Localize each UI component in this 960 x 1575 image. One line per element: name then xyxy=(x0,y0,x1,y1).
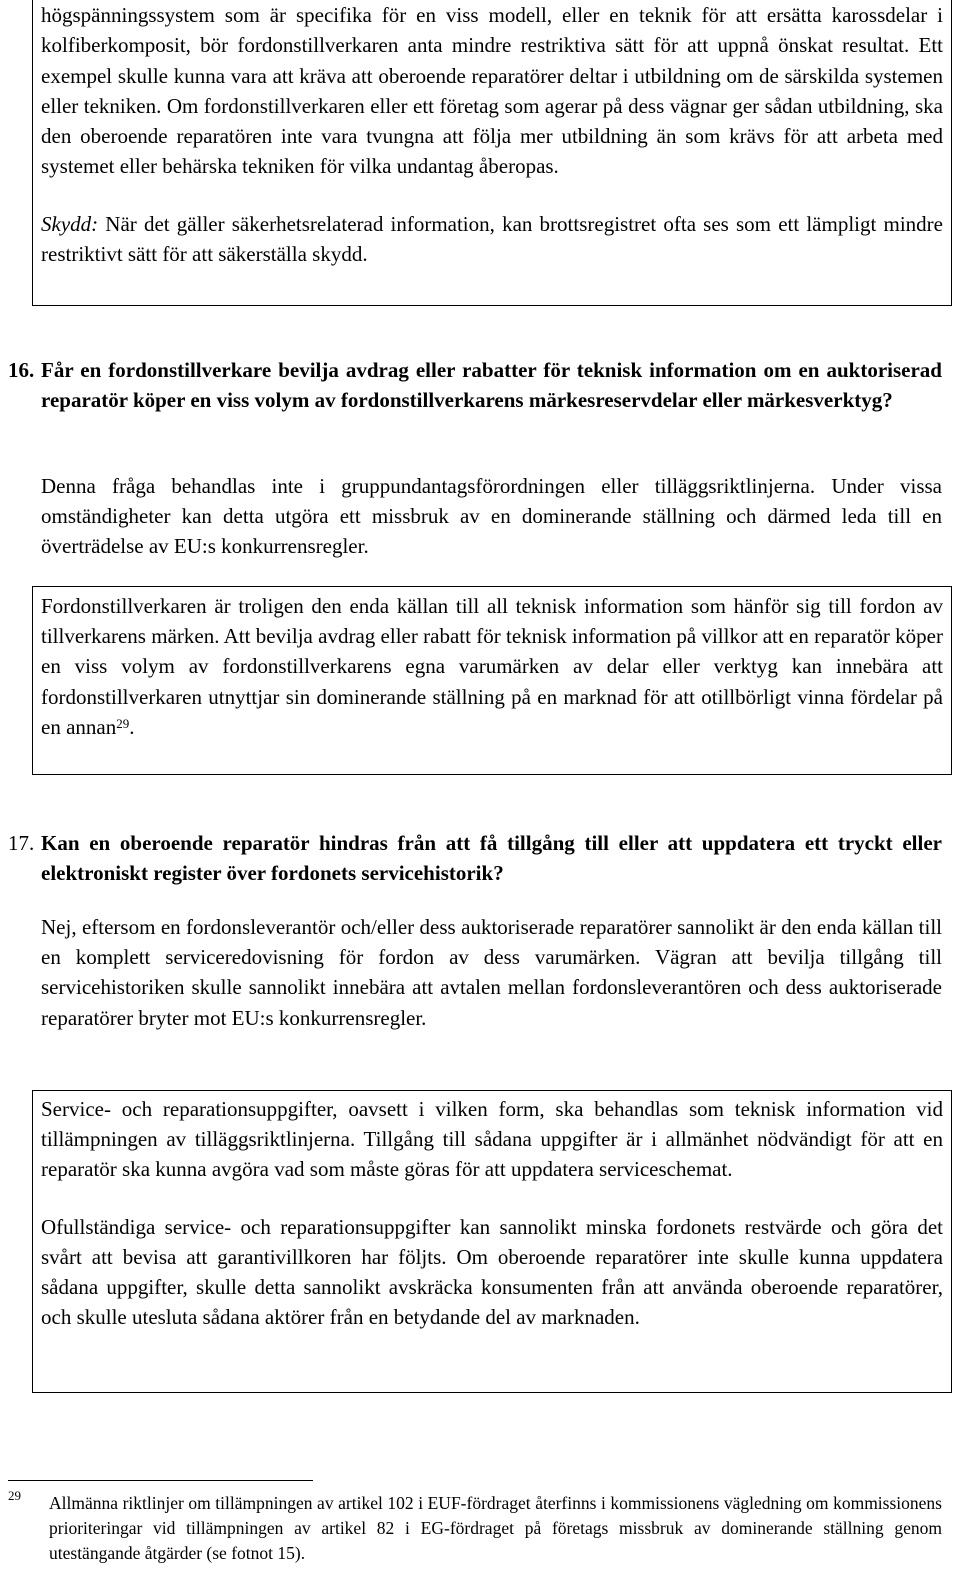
box-text-end: . xyxy=(129,714,135,739)
skydd-label: Skydd: xyxy=(41,211,99,236)
text-box-16 xyxy=(32,586,952,775)
question-number: 16. xyxy=(8,358,35,382)
box-text: Fordonstillverkaren är troligen den enda källan till all teknisk information som hänför sig till fordon av tillverkarens märken. Att bevilja avdrag eller rabatt för teknisk information på villkor att en reparatör köper en viss volym av fordonstillverkarens egna varumärken av delar eller verktyg kan innebära att fordonstillverkaren utnyttjar sin dominerande ställning på en marknad för att otillbörligt vinna fördelar på en annan xyxy=(41,594,943,739)
question-text: Får en fordonstillverkare bevilja avdrag eller rabatter för teknisk information om en auktoriserad reparatör köper en viss volym av fordonstillverkarens märkesreservdelar eller märkesverktyg? xyxy=(41,358,942,412)
text-box-continued xyxy=(32,0,952,306)
question-number: 17. xyxy=(8,831,35,855)
paragraph: Ofullständiga service- och reparationsuppgifter kan sannolikt minska fordonets restvärde och göra det svårt att bevisa att garantivillkoren har följts. Om oberoende reparatörer inte skulle kunna uppdatera sådana uppgifter, skulle detta sannolikt avskräcka konsumenten från att använda oberoende reparatörer, och skulle utesluta sådana aktörer från en betydande del av marknaden. xyxy=(41,1214,943,1330)
answer-17 xyxy=(41,912,942,1033)
footnote-number: 29 xyxy=(8,1488,21,1503)
paragraph: högspänningssystem som är specifika för en viss modell, eller en teknik för att ersätta karossdelar i kolfiberkomposit, bör fordonstillverkaren anta mindre restriktiva sätt för att uppnå önskat resultat. Ett exempel skulle kunna vara att kräva att oberoende reparatörer deltar i utbildning om de särskilda systemen eller tekniken. Om fordonstillverkaren eller ett företag som agerar på dess vägnar ger sådan utbildning, ska den oberoende reparatören inte vara tvungna att följa mer utbildning än som krävs för att arbeta med systemet eller behärska tekniken för vilka undantag åberopas. xyxy=(41,3,943,179)
answer-16 xyxy=(41,471,942,562)
paragraph xyxy=(41,591,943,742)
skydd-text: När det gäller säkerhetsrelaterad information, kan brottsregistret ofta ses som ett lämpligt mindre restriktivt sätt för att säkerställa skydd. xyxy=(41,211,943,266)
footnote-reference: 29 xyxy=(116,715,130,731)
paragraph: Nej, eftersom en fordonsleverantör och/eller dess auktoriserade reparatörer sannolikt är den enda källan till en komplett serviceredovisning för fordon av dess varumärken. Vägran att bevilja tillgång till servicehistoriken skulle sannolikt innebära att avtalen mellan fordonsleverantören och dess auktoriserade reparatörer bryter mot EU:s konkurrensregler. xyxy=(41,915,942,1030)
paragraph: Denna fråga behandlas inte i gruppundantagsförordningen eller tilläggsriktlinjerna. Under vissa omständigheter kan detta utgöra ett missbruk av en dominerande ställning och därmed leda till en överträdelse av EU:s konkurrensregler. xyxy=(41,474,942,559)
text-box-17 xyxy=(32,1090,952,1393)
footnote-text: Allmänna riktlinjer om tillämpningen av artikel 102 i EUF-fördraget återfinns i kommissionens vägledning om kommissionens prioriteringar vid tillämpningen av artikel 82 i EG-fördraget på företags missbruk av dominerande ställning genom utestängande åtgärder (se fotnot 15). xyxy=(49,1493,942,1563)
question-text: Kan en oberoende reparatör hindras från att få tillgång till eller att uppdatera ett tryckt eller elektroniskt register över fordonets servicehistorik? xyxy=(41,831,942,885)
paragraph: Service- och reparationsuppgifter, oavsett i vilken form, ska behandlas som teknisk information vid tillämpningen av tilläggsriktlinjerna. Tillgång till sådana uppgifter är i allmänhet nödvändigt för att en reparatör ska kunna avgöra vad som måste göras för att uppdatera serviceschemat. xyxy=(41,1097,943,1182)
question-16 xyxy=(8,355,942,415)
paragraph-skydd xyxy=(41,209,943,269)
question-17 xyxy=(8,828,942,888)
footnote-separator xyxy=(8,1480,313,1481)
